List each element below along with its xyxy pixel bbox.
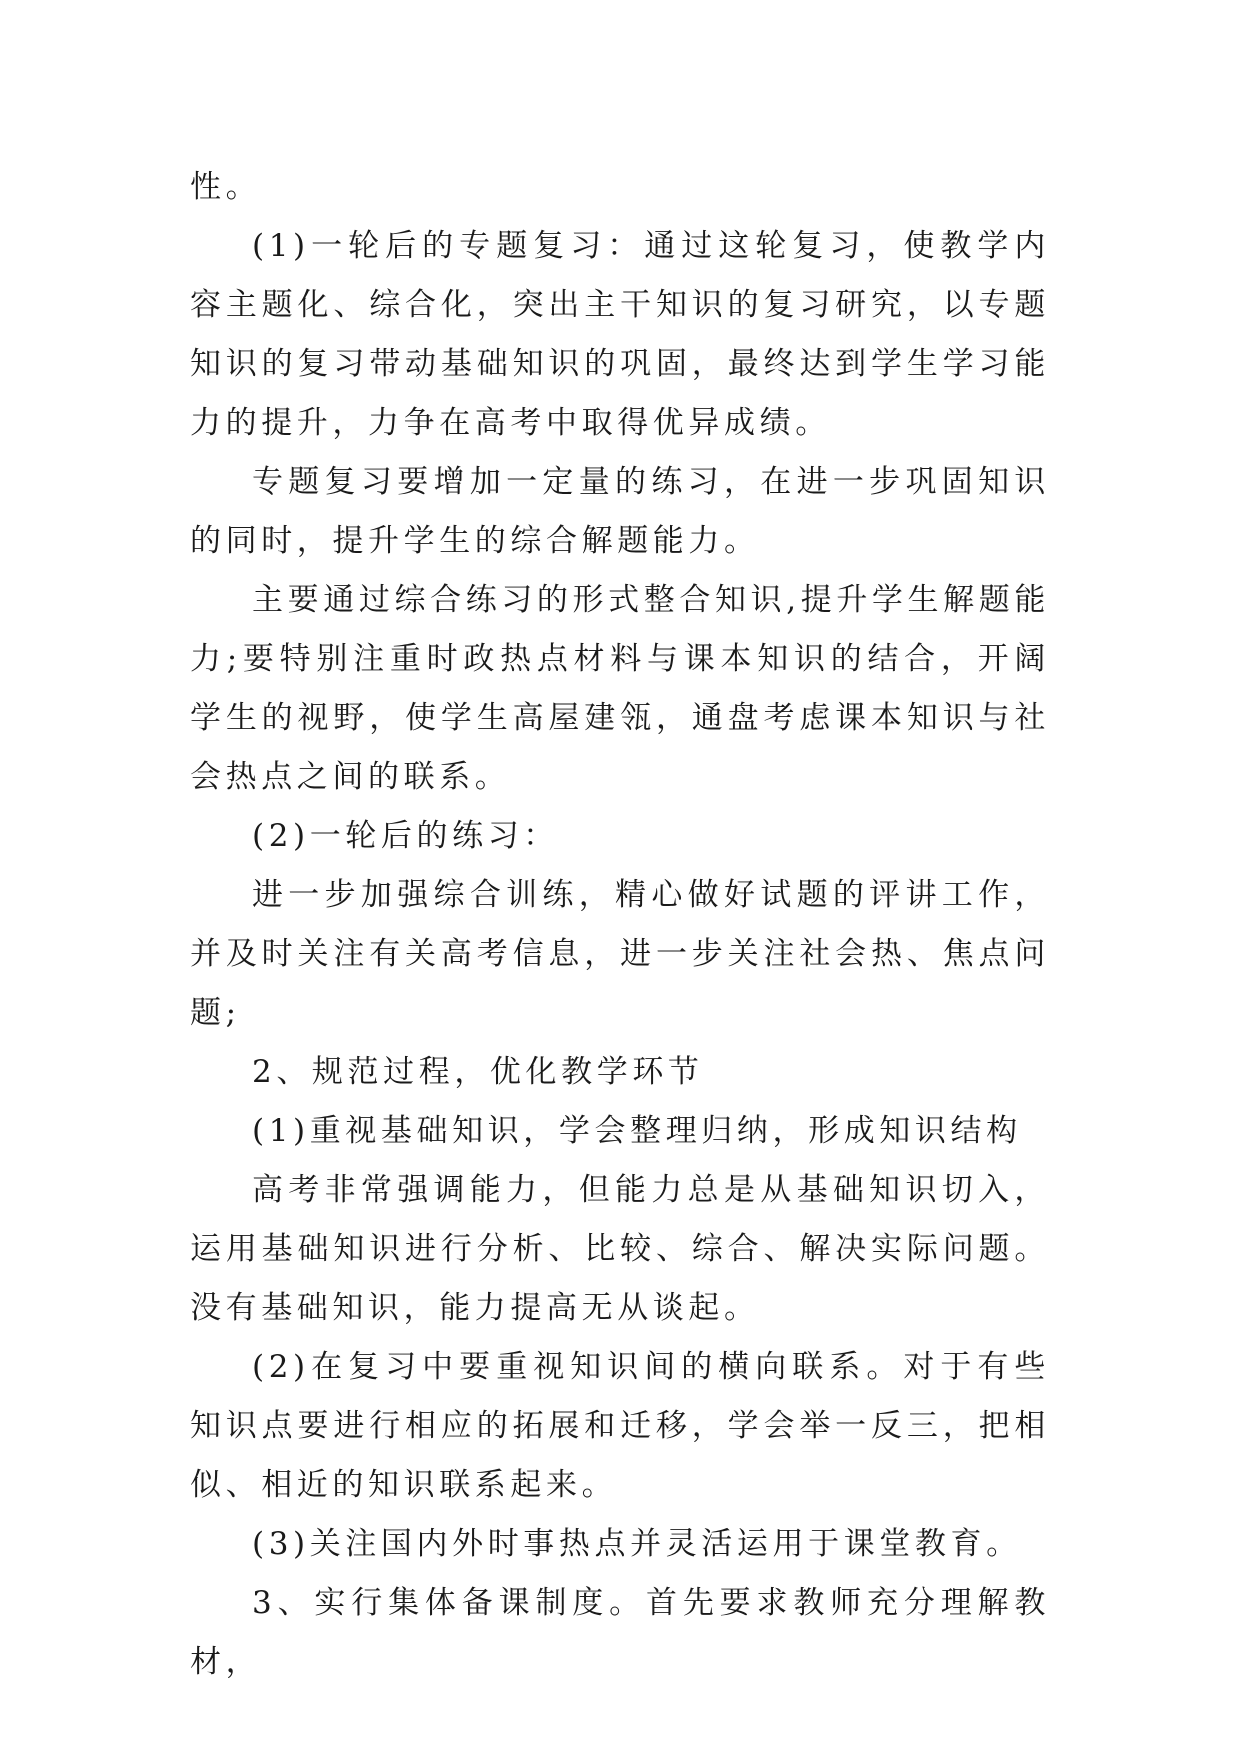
paragraph-heading-exercises: (2)一轮后的练习： (252, 818, 559, 854)
paragraph-heading-basics: (1)重视基础知识，学会整理归纳，形成知识结构 (252, 1113, 1022, 1149)
paragraph-current-events: (3)关注国内外时事热点并灵活运用于课堂教育。 (252, 1526, 1022, 1562)
section-heading-lesson-prep: 3、实行集体备课制度。首先要求教师充分理解教材， (190, 1585, 1050, 1680)
paragraph-topic-review: (1)一轮后的专题复习：通过这轮复习，使教学内容主题化、综合化，突出主干知识的复习研究，以专题知识的复习带动基础知识的巩固，最终达到学生学习能力的提升，力争在高考中取得优异成绩。 (190, 228, 1050, 441)
paragraph-ability: 高考非常强调能力，但能力总是从基础知识切入，运用基础知识进行分析、比较、综合、解决实际问题。没有基础知识，能力提高无从谈起。 (190, 1172, 1050, 1326)
document-page (190, 158, 1050, 1692)
paragraph-connections: (2)在复习中要重视知识间的横向联系。对于有些知识点要进行相应的拓展和迁移，学会举一反三，把相似、相近的知识联系起来。 (190, 1349, 1050, 1503)
section-heading-process: 2、规范过程，优化教学环节 (252, 1054, 704, 1090)
paragraph-training: 进一步加强综合训练，精心做好试题的评讲工作，并及时关注有关高考信息，进一步关注社会热、焦点问题; (190, 877, 1050, 1031)
paragraph-integrated-practice: 主要通过综合练习的形式整合知识,提升学生解题能力;要特别注重时政热点材料与课本知识的结合，开阔学生的视野，使学生高屋建瓴，通盘考虑课本知识与社会热点之间的联系。 (190, 582, 1050, 795)
paragraph-topic-practice: 专题复习要增加一定量的练习，在进一步巩固知识的同时，提升学生的综合解题能力。 (190, 464, 1050, 559)
paragraph-continuation: 性。 (190, 169, 262, 205)
